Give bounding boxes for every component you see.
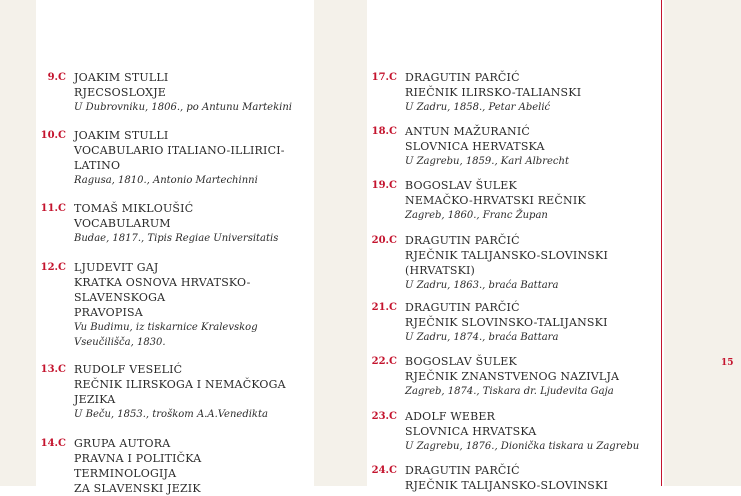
entry-body: [405, 354, 661, 399]
entry-body: [74, 436, 314, 496]
vertical-red-rule: [661, 0, 662, 486]
entry-imprint: Ragusa, 1810., Antonio Martechinni: [74, 175, 258, 186]
entry-title-line: (HRVATSKI): [405, 264, 476, 277]
gutter-band: [314, 0, 367, 486]
entry-imprint: Vu Budimu, iz tiskarnice Kralevskog: [74, 322, 258, 333]
entry-body: [405, 409, 661, 454]
entry-title-line: KRATKA OSNOVA HRVATSKO-: [74, 276, 251, 289]
entry-author: BOGOSLAV ŠULEK: [405, 179, 517, 192]
entry-title-line: NEMAČKO-HRVATSKI REČNIK: [405, 194, 586, 207]
entry-body: [74, 70, 314, 115]
entry-body: [405, 233, 661, 293]
entry-imprint: U Zadru, 1874., braća Battara: [405, 332, 559, 343]
entry-title-line: SLOVNICA HERVATSKA: [405, 140, 545, 153]
entry-title-line: RJEČNIK ZNANSTVENOG NAZIVLJA: [405, 370, 620, 383]
entry-author: ADOLF WEBER: [405, 410, 496, 423]
entry-body: [74, 362, 314, 422]
entry-title-line: PRAVOPISA: [74, 306, 143, 319]
entry-title-line: TERMINOLOGIJA: [74, 467, 177, 480]
entry-title-line: SLAVENSKOGA: [74, 291, 166, 304]
entry-imprint: U Beču, 1853., troškom A.A.Venedikta: [74, 409, 268, 420]
entry-body: [405, 300, 661, 345]
entry-author: LJUDEVIT GAJ: [74, 261, 159, 274]
entry-body: [405, 70, 661, 115]
entry-number: 22.C: [371, 356, 397, 367]
left-margin-band: [0, 0, 36, 486]
entry-number: 20.C: [371, 235, 397, 246]
entry-number: 17.C: [371, 72, 397, 83]
entry-author: RUDOLF VESELIĆ: [74, 363, 183, 376]
entry-number: 9.C: [47, 72, 66, 83]
entry-title-line: VOCABULARUM: [74, 217, 171, 230]
entry-number: 21.C: [371, 302, 397, 313]
entry-body: [74, 201, 314, 246]
entry-author: DRAGUTIN PARČIĆ: [405, 464, 520, 477]
entry-author: GRUPA AUTORA: [74, 437, 171, 450]
entry-author: JOAKIM STULLI: [74, 71, 169, 84]
entry-body: [405, 463, 661, 493]
entry-author: DRAGUTIN PARČIĆ: [405, 71, 520, 84]
entry-title-line: RJEČNIK TALIJANSKO-SLOVINSKI: [405, 249, 609, 262]
entry-imprint: U Zadru, 1858., Petar Abelić: [405, 102, 551, 113]
entry-author: DRAGUTIN PARČIĆ: [405, 234, 520, 247]
entry-number: 13.C: [40, 364, 66, 375]
entry-title-line: RJEČNIK TALIJANSKO-SLOVINSKI: [405, 479, 609, 492]
entry-author: TOMAŠ MIKLOUŠIĆ: [74, 202, 194, 215]
entry-imprint: U Zadru, 1863., braća Battara: [405, 280, 559, 291]
entry-author: JOAKIM STULLI: [74, 129, 169, 142]
entry-body: [74, 260, 314, 350]
entry-number: 24.C: [371, 465, 397, 476]
entry-author: ANTUN MAŽURANIĆ: [405, 125, 531, 138]
entry-number: 11.C: [40, 203, 66, 214]
entry-number: 14.C: [40, 438, 66, 449]
page-number: 15: [721, 358, 734, 368]
entry-title-line: RJECSOSLOXJE: [74, 86, 167, 99]
entry-body: [74, 128, 314, 188]
entry-imprint: Zagreb, 1860., Franc Župan: [405, 210, 548, 221]
entry-imprint: Zagreb, 1874., Tiskara dr. Ljudevita Gaja: [405, 386, 614, 397]
right-margin-band: [664, 0, 741, 486]
entry-title-line: RJEČNIK SLOVINSKO-TALIJANSKI: [405, 316, 608, 329]
entry-title-line: JEZIKA: [74, 393, 116, 406]
entry-title-line: REČNIK ILIRSKOGA I NEMAČKOGA: [74, 378, 286, 391]
entry-title-line: ZA SLAVENSKI JEZIK: [74, 482, 201, 495]
entry-title-line: VOCABULARIO ITALIANO-ILLIRICI-: [74, 144, 285, 157]
entry-number: 23.C: [371, 411, 397, 422]
entry-author: BOGOSLAV ŠULEK: [405, 355, 517, 368]
entry-number: 10.C: [40, 130, 66, 141]
entry-author: DRAGUTIN PARČIĆ: [405, 301, 520, 314]
entry-number: 12.C: [40, 262, 66, 273]
entry-title-line: RIEČNIK ILIRSKO-TALIANSKI: [405, 86, 582, 99]
entry-title-line: SLOVNICA HRVATSKA: [405, 425, 537, 438]
entry-imprint: Vseučilišča, 1830.: [74, 337, 166, 348]
entry-number: 19.C: [371, 180, 397, 191]
entry-imprint: U Zagrebu, 1876., Dionička tiskara u Zagrebu: [405, 441, 640, 452]
entry-number: 18.C: [371, 126, 397, 137]
entry-title-line: LATINO: [74, 159, 121, 172]
entry-imprint: U Dubrovniku, 1806., po Antunu Martekini: [74, 102, 292, 113]
entry-title-line: PRAVNA I POLITIČKA: [74, 452, 202, 465]
entry-imprint: U Zagrebu, 1859., Karl Albrecht: [405, 156, 569, 167]
entry-body: [405, 124, 661, 169]
entry-body: [405, 178, 661, 223]
entry-imprint: Budae, 1817., Tipis Regiae Universitatis: [74, 233, 279, 244]
